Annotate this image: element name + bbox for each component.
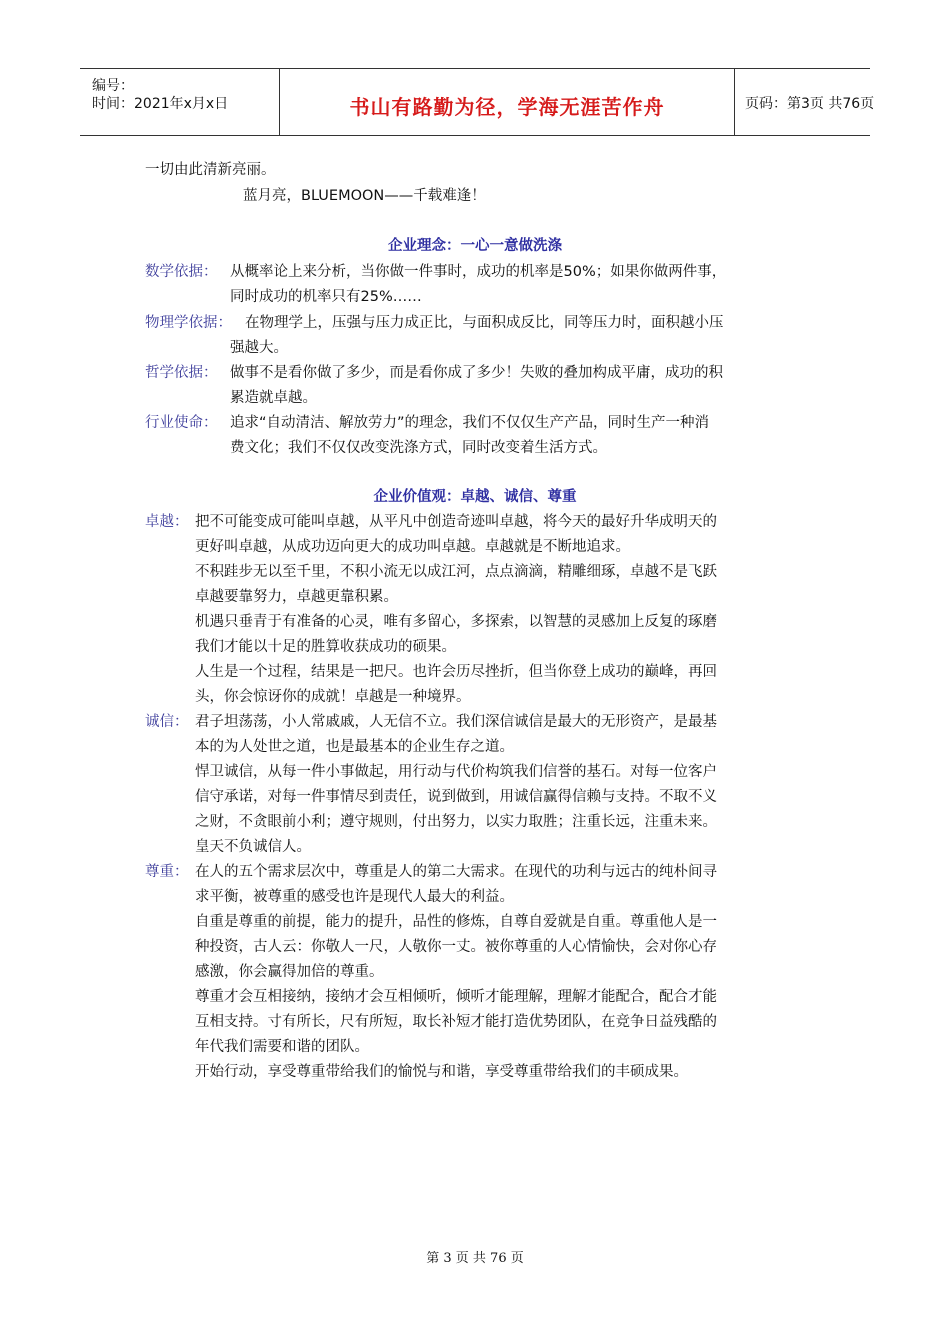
philosophy-basis-label: 哲学依据：: [145, 365, 218, 381]
header-meta-cell: [80, 69, 280, 135]
excellence-line: 把不可能变成可能叫卓越，从平凡中创造奇迹叫卓越，将今天的最好升华成明天的: [195, 514, 717, 530]
integrity-line: 本的为人处世之道，也是最基本的企业生存之道。: [195, 739, 514, 755]
excellence-line: 我们才能以十足的胜算收获成功的硕果。: [195, 639, 456, 655]
excellence-line: 更好叫卓越，从成功迈向更大的成功叫卓越。卓越就是不断地追求。: [195, 539, 630, 555]
excellence-line: 头，你会惊讶你的成就！卓越是一种境界。: [195, 689, 471, 705]
math-basis-line: 从概率论上来分析，当你做一件事时，成功的机率是50%；如果你做两件事，: [230, 264, 727, 280]
motto: 书山有路勤为径，学海无涯苦作舟: [349, 95, 665, 119]
respect-line: 感激，你会赢得加倍的尊重。: [195, 964, 384, 980]
header-page-cell: [735, 69, 875, 135]
physics-basis-line: 强越大。: [230, 340, 288, 356]
integrity-line: 君子坦荡荡，小人常戚戚，人无信不立。我们深信诚信是最大的无形资产，是最基: [195, 714, 717, 730]
math-basis-label: 数学依据：: [145, 264, 218, 280]
respect-line: 尊重才会互相接纳，接纳才会互相倾听，倾听才能理解，理解才能配合，配合才能: [195, 989, 717, 1005]
header-page-info: 页码：第3页 共76页: [745, 96, 875, 112]
respect-line: 在人的五个需求层次中，尊重是人的第二大需求。在现代的功利与远古的纯朴间寻: [195, 864, 717, 880]
excellence-line: 卓越要靠努力，卓越更靠积累。: [195, 589, 398, 605]
intro-line-2: 蓝月亮，BLUEMOON——千载难逢！: [243, 188, 486, 204]
integrity-line: 皇天不负诚信人。: [195, 839, 311, 855]
date-line: 时间：2021年x月x日: [92, 96, 229, 112]
respect-line: 年代我们需要和谐的团队。: [195, 1039, 369, 1055]
integrity-line: 之财，不贪眼前小利；遵守规则，付出努力，以实力取胜；注重长远，注重未来。: [195, 814, 717, 830]
respect-line: 自重是尊重的前提，能力的提升，品性的修炼，自尊自爱就是自重。尊重他人是一: [195, 914, 717, 930]
respect-label: 尊重：: [145, 864, 189, 880]
philosophy-title: 企业理念：一心一意做洗涤: [388, 238, 562, 254]
respect-line: 种投资，古人云：你敬人一尺，人敬你一丈。被你尊重的人心情愉快，会对你心存: [195, 939, 717, 955]
document-header: [80, 68, 875, 136]
philosophy-basis-line: 累造就卓越。: [230, 390, 317, 406]
excellence-label: 卓越：: [145, 514, 189, 530]
physics-basis-line: 在物理学上，压强与压力成正比，与面积成反比，同等压力时，面积越小压: [245, 315, 724, 331]
excellence-line: 人生是一个过程，结果是一把尺。也许会历尽挫折，但当你登上成功的巅峰，再回: [195, 664, 717, 680]
excellence-line: 机遇只垂青于有准备的心灵，唯有多留心，多探索，以智慧的灵感加上反复的琢磨: [195, 614, 717, 630]
math-basis-line: 同时成功的机率只有25%……: [230, 289, 422, 305]
respect-line: 互相支持。寸有所长，尺有所短，取长补短才能打造优势团队，在竞争日益残酷的: [195, 1014, 717, 1030]
mission-label: 行业使命：: [145, 415, 218, 431]
header-motto-cell: [280, 69, 735, 135]
mission-line: 费文化；我们不仅仅改变洗涤方式，同时改变着生活方式。: [230, 440, 607, 456]
respect-line: 求平衡，被尊重的感受也许是现代人最大的利益。: [195, 889, 514, 905]
mission-line: 追求“自动清洁、解放劳力”的理念，我们不仅仅生产产品，同时生产一种消: [230, 415, 710, 431]
respect-line: 开始行动，享受尊重带给我们的愉悦与和谐，享受尊重带给我们的丰硕成果。: [195, 1064, 688, 1080]
footer-page-info: 第 3 页 共 76 页: [426, 1251, 524, 1266]
philosophy-basis-line: 做事不是看你做了多少，而是看你成了多少！失败的叠加构成平庸，成功的积: [230, 365, 723, 381]
integrity-line: 信守承诺，对每一件事情尽到责任，说到做到，用诚信赢得信赖与支持。不取不义: [195, 789, 717, 805]
integrity-line: 悍卫诚信，从每一件小事做起，用行动与代价构筑我们信誉的基石。对每一位客户: [195, 764, 717, 780]
intro-line-1: 一切由此清新亮丽。: [145, 162, 276, 178]
excellence-line: 不积跬步无以至千里，不积小流无以成江河，点点滴滴，精雕细琢，卓越不是飞跃: [195, 564, 717, 580]
physics-basis-label: 物理学依据：: [145, 315, 232, 331]
integrity-label: 诚信：: [145, 714, 189, 730]
values-title: 企业价值观：卓越、诚信、尊重: [373, 489, 577, 505]
code-label: 编号：: [92, 78, 134, 94]
